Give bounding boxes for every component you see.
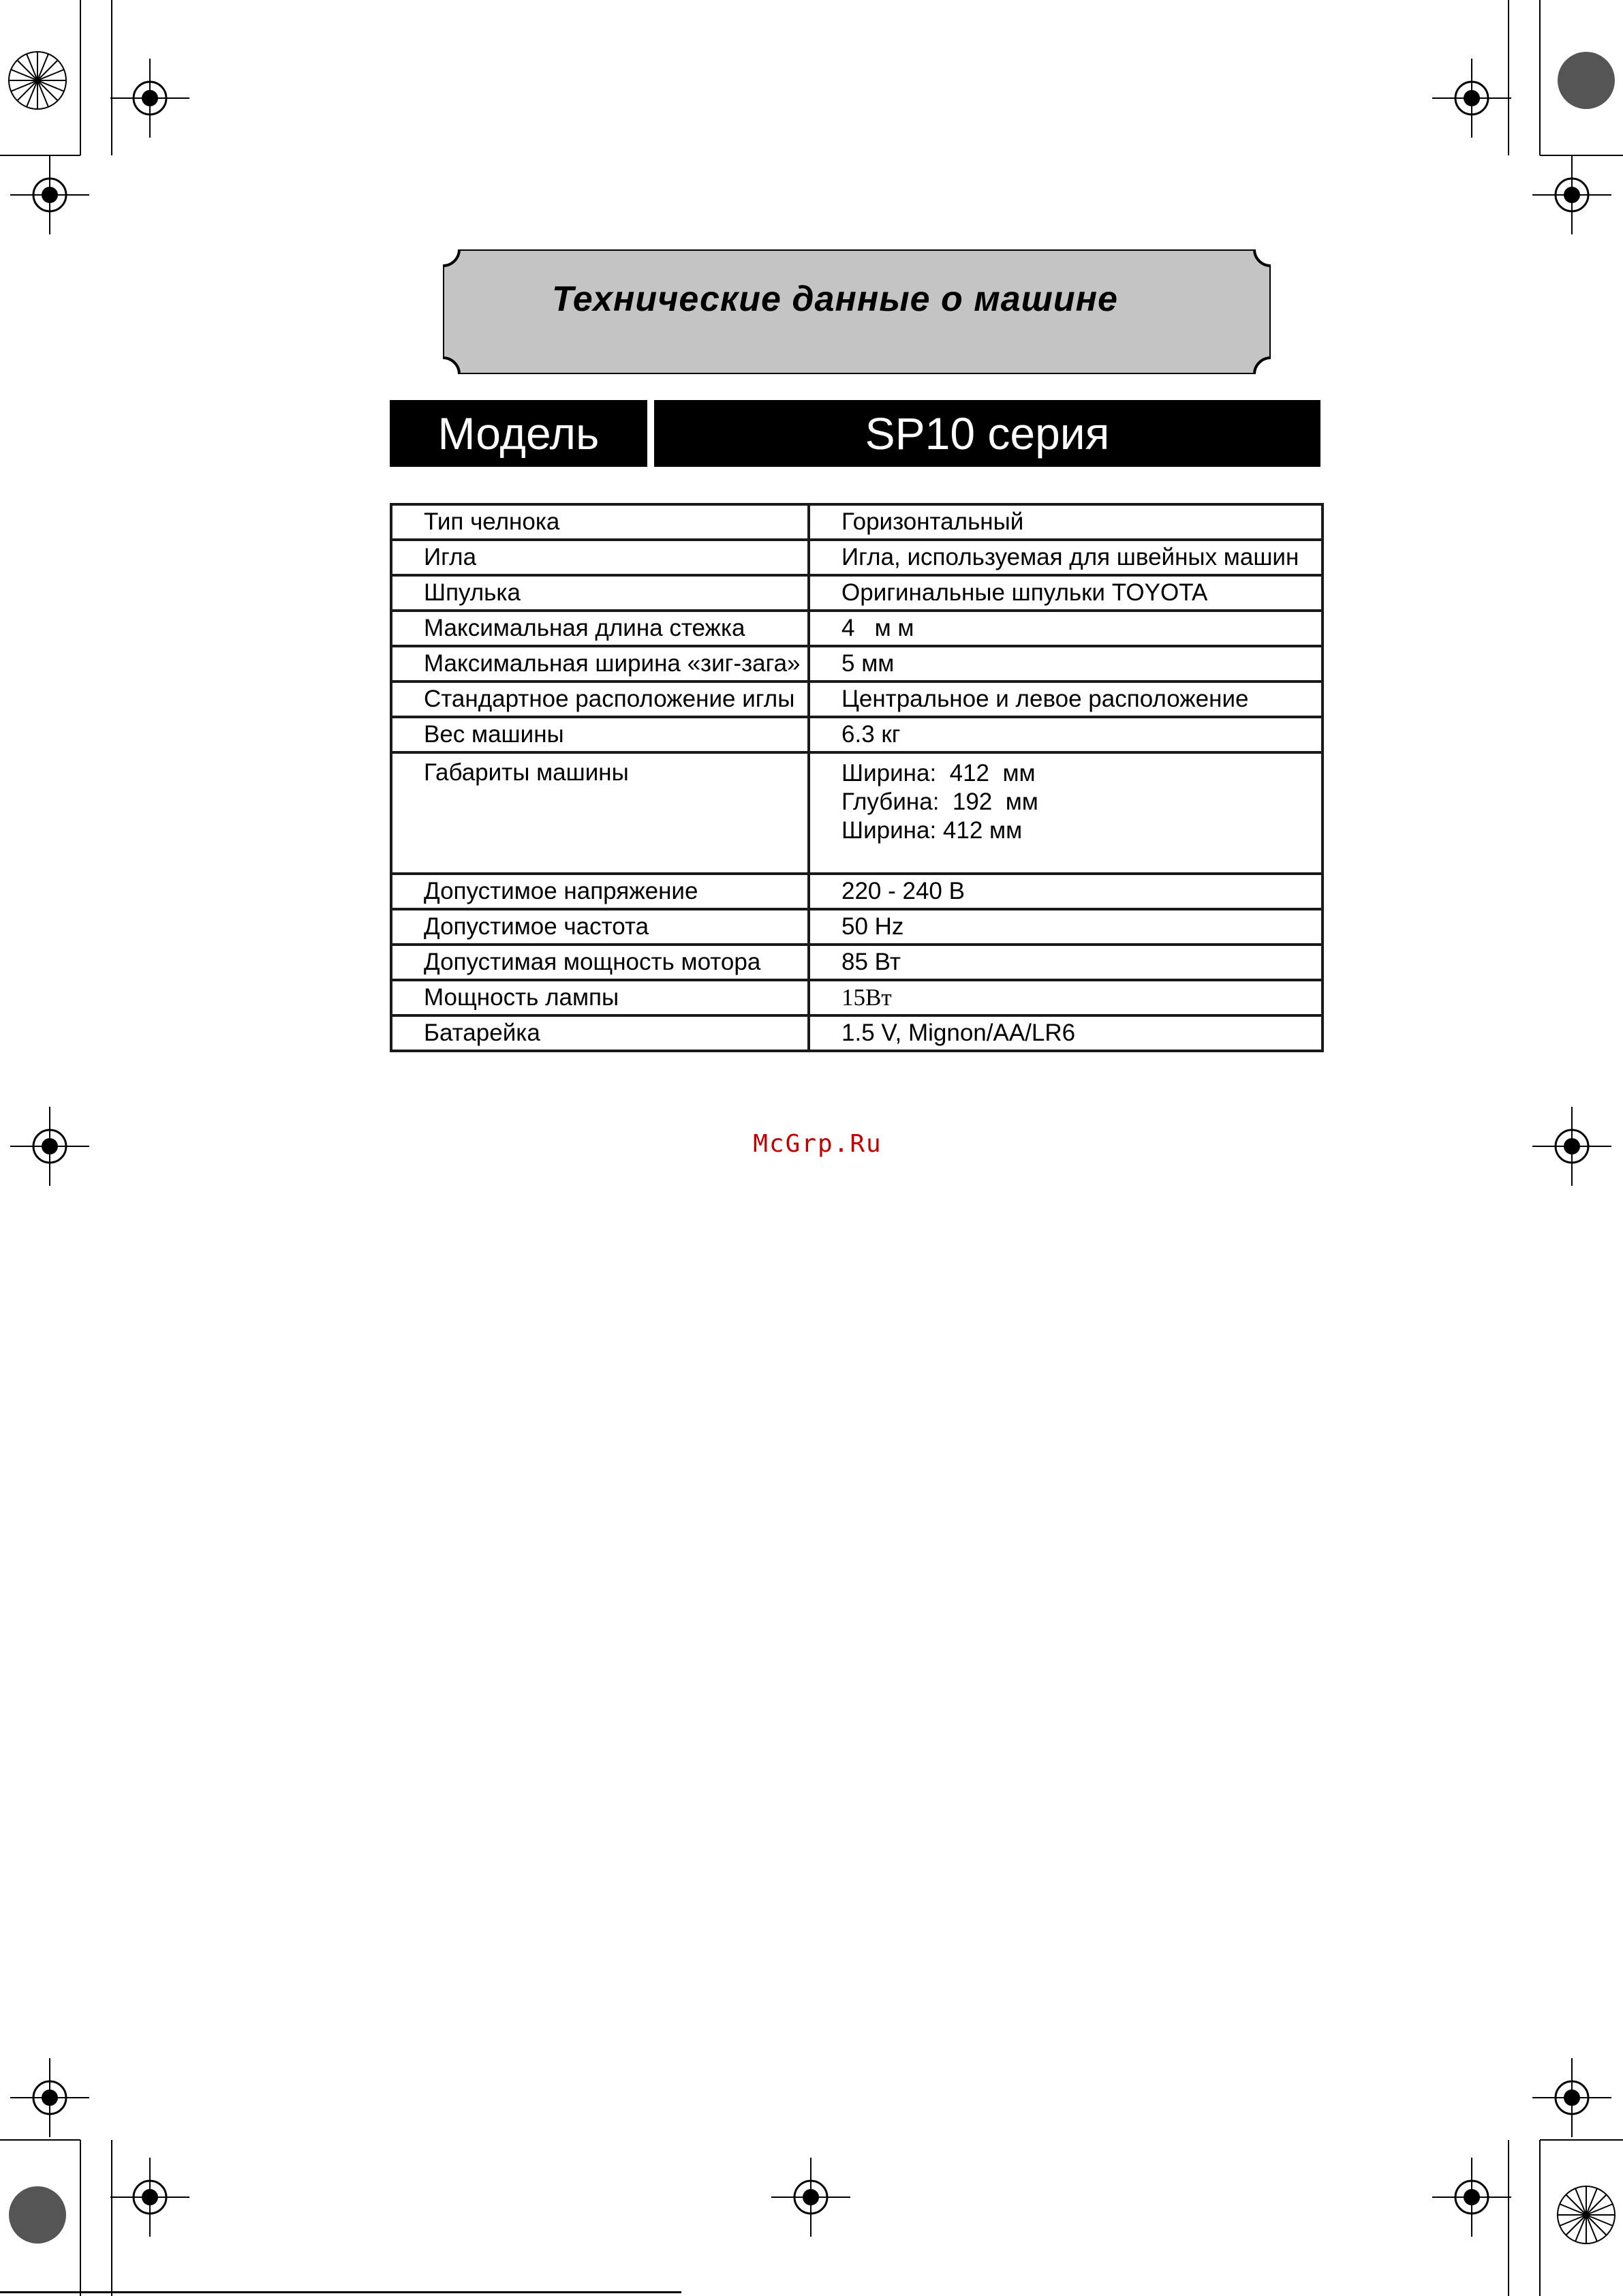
spec-value — [809, 752, 1323, 874]
spec-value: 5 мм — [809, 646, 1323, 682]
table-row — [391, 909, 1323, 945]
spec-value: 6.3 кг — [809, 717, 1323, 752]
spec-value: Оригинальные шпульки TOYOTA — [809, 575, 1323, 611]
spec-name: Допустимое частота — [391, 909, 809, 945]
page-title: Технические данные о машине — [552, 279, 1118, 319]
table-row — [391, 504, 1323, 540]
table-row — [391, 575, 1323, 611]
watermark-link[interactable]: McGrp.Ru — [753, 1130, 882, 1158]
specs-table — [390, 503, 1324, 1052]
footer-rule — [0, 2291, 681, 2293]
spec-value: Игла, используемая для швейных машин — [809, 540, 1323, 575]
spec-name: Допустимая мощность мотора — [391, 945, 809, 980]
spec-name: Максимальная длина стежка — [391, 611, 809, 646]
spec-name: Допустимое напряжение — [391, 874, 809, 909]
spec-name: Мощность лампы — [391, 980, 809, 1015]
spec-name: Шпулька — [391, 575, 809, 611]
spec-name: Габариты машины — [391, 752, 809, 874]
table-row — [391, 945, 1323, 980]
table-row — [391, 682, 1323, 717]
dimension-width: Ширина: 412 мм — [841, 760, 1036, 786]
table-row — [391, 611, 1323, 646]
spec-name: Игла — [391, 540, 809, 575]
table-row — [391, 980, 1323, 1015]
spec-value: Центральное и левое расположение — [809, 682, 1323, 717]
model-label: Модель — [390, 400, 647, 467]
spec-name: Вес машины — [391, 717, 809, 752]
spec-name: Тип челнока — [391, 504, 809, 540]
spec-value: 15Вт — [809, 980, 1323, 1015]
spec-value: Горизонтальный — [809, 504, 1323, 540]
table-row — [391, 874, 1323, 909]
dimension-depth: Глубина: 192 мм — [841, 789, 1038, 815]
spec-value: 220 - 240 В — [809, 874, 1323, 909]
table-row — [391, 540, 1323, 575]
spec-value: 50 Hz — [809, 909, 1323, 945]
spec-value: 4 м м — [809, 611, 1323, 646]
title-plate — [443, 249, 1271, 374]
table-row — [391, 717, 1323, 752]
spec-name: Стандартное расположение иглы — [391, 682, 809, 717]
spec-value: 1.5 V, Mignon/AA/LR6 — [809, 1015, 1323, 1051]
spec-value: 85 Вт — [809, 945, 1323, 980]
dimension-height: Ширина: 412 мм — [841, 817, 1023, 844]
spec-name: Батарейка — [391, 1015, 809, 1051]
model-value: SP10 серия — [654, 400, 1320, 467]
table-row — [391, 752, 1323, 874]
table-row — [391, 646, 1323, 682]
spec-name: Максимальная ширина «зиг-зага» — [391, 646, 809, 682]
table-row — [391, 1015, 1323, 1051]
